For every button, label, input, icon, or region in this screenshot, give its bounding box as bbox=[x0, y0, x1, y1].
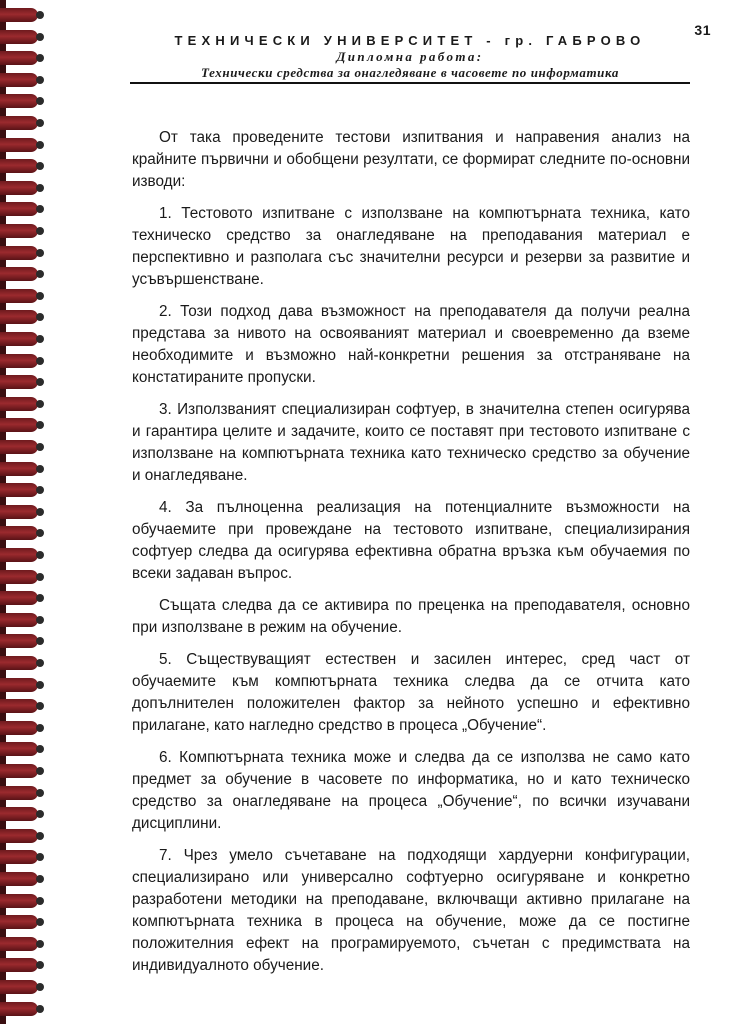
header-rule bbox=[130, 82, 690, 84]
binding-hole bbox=[36, 335, 44, 343]
binding-loop bbox=[0, 8, 38, 22]
binding-hole bbox=[36, 227, 44, 235]
binding-loop bbox=[0, 915, 38, 929]
binding-hole bbox=[36, 853, 44, 861]
binding-hole bbox=[36, 292, 44, 300]
binding-hole bbox=[36, 54, 44, 62]
binding-hole bbox=[36, 551, 44, 559]
conclusion-4: 4. За пълноценна реализация на потенциалните възможности на обучаемите при провеждане на тестовото изпитване, специализирания софтуер следва да осигурява ефективна обратна връзка към обучаемия по всеки задаван въпрос. bbox=[132, 499, 690, 582]
binding-hole bbox=[36, 724, 44, 732]
binding-loop bbox=[0, 267, 38, 281]
binding-loop bbox=[0, 332, 38, 346]
university-name: ТЕХНИЧЕСКИ УНИВЕРСИТЕТ - гр. ГАБРОВО bbox=[174, 33, 646, 48]
binding-loop bbox=[0, 1002, 38, 1016]
binding-loop bbox=[0, 375, 38, 389]
binding-hole bbox=[36, 594, 44, 602]
binding-hole bbox=[36, 918, 44, 926]
binding-loop bbox=[0, 440, 38, 454]
binding-loop bbox=[0, 289, 38, 303]
spiral-binding bbox=[0, 0, 48, 1024]
binding-loop bbox=[0, 742, 38, 756]
binding-hole bbox=[36, 249, 44, 257]
binding-loop bbox=[0, 894, 38, 908]
binding-hole bbox=[36, 508, 44, 516]
binding-loop bbox=[0, 613, 38, 627]
binding-hole bbox=[36, 745, 44, 753]
binding-hole bbox=[36, 789, 44, 797]
binding-loop bbox=[0, 483, 38, 497]
binding-loop bbox=[0, 764, 38, 778]
intro-paragraph: От така проведените тестови изпитвания и направения анализ на крайните първични и обобщени резултати, се формират следните по-основни изводи: bbox=[132, 129, 690, 190]
binding-hole bbox=[36, 573, 44, 581]
binding-hole bbox=[36, 270, 44, 278]
conclusion-6: 6. Компютърната техника може и следва да се използва не само като предмет за обучение в часовете по информатика, но и като техническо средство за онагледяване на процеса „Обучение“, по всички изучавани дисциплини. bbox=[132, 749, 690, 832]
binding-hole bbox=[36, 162, 44, 170]
binding-hole bbox=[36, 11, 44, 19]
binding-loop bbox=[0, 526, 38, 540]
binding-loop bbox=[0, 807, 38, 821]
binding-hole bbox=[36, 313, 44, 321]
binding-loop bbox=[0, 591, 38, 605]
conclusion-5: 5. Съществуващият естествен и засилен интерес, сред част от обучаемите към компютърната техника следва да се отчита като допълнителен положителен фактор за нейното успешно и ефективно прилагане, като нагледно средство в процеса „Обучение“. bbox=[132, 651, 690, 734]
binding-loop bbox=[0, 138, 38, 152]
binding-loop bbox=[0, 505, 38, 519]
conclusion-1: 1. Тестовото изпитване с използване на компютърната техника, като техническо средство за онагледяване на преподавания материал е перспективно и разполага със значителни ресурси и резерви за развитие и усъвършенстване. bbox=[132, 205, 690, 288]
binding-hole bbox=[36, 983, 44, 991]
binding-hole bbox=[36, 97, 44, 105]
binding-hole bbox=[36, 832, 44, 840]
binding-hole bbox=[36, 659, 44, 667]
binding-loop bbox=[0, 224, 38, 238]
binding-hole bbox=[36, 486, 44, 494]
binding-hole bbox=[36, 681, 44, 689]
page-number: 31 bbox=[694, 22, 711, 38]
binding-hole bbox=[36, 205, 44, 213]
binding-hole bbox=[36, 141, 44, 149]
binding-loop bbox=[0, 73, 38, 87]
binding-hole bbox=[36, 961, 44, 969]
document-type: Дипломна работа: bbox=[336, 49, 484, 64]
binding-hole bbox=[36, 897, 44, 905]
binding-loop bbox=[0, 937, 38, 951]
binding-hole bbox=[36, 940, 44, 948]
binding-loop bbox=[0, 721, 38, 735]
binding-loop bbox=[0, 116, 38, 130]
binding-hole bbox=[36, 184, 44, 192]
binding-loop bbox=[0, 548, 38, 562]
binding-loop bbox=[0, 786, 38, 800]
binding-loop bbox=[0, 872, 38, 886]
binding-hole bbox=[36, 33, 44, 41]
binding-loop bbox=[0, 310, 38, 324]
binding-hole bbox=[36, 810, 44, 818]
binding-hole bbox=[36, 76, 44, 84]
binding-loop bbox=[0, 980, 38, 994]
binding-hole bbox=[36, 529, 44, 537]
binding-loop bbox=[0, 958, 38, 972]
binding-hole bbox=[36, 357, 44, 365]
thesis-title: Технически средства за онагледяване в часовете по информатика bbox=[201, 65, 619, 80]
binding-hole bbox=[36, 119, 44, 127]
binding-loop bbox=[0, 634, 38, 648]
binding-hole bbox=[36, 637, 44, 645]
binding-hole bbox=[36, 421, 44, 429]
binding-loop bbox=[0, 94, 38, 108]
conclusion-7: 7. Чрез умело съчетаване на подходящи хардуерни конфигурации, специализирано или универсално софтуерно осигуряване и конкретно разработени методики на преподаване, включващи активно прилагане на компютърната техника в процеса на обучение, може да се постигне положителния ефект на програмируемото, съчетан с предимствата на индивидуалното обучение. bbox=[132, 847, 690, 974]
binding-loop bbox=[0, 656, 38, 670]
binding-loop bbox=[0, 181, 38, 195]
binding-hole bbox=[36, 875, 44, 883]
binding-loop bbox=[0, 699, 38, 713]
conclusion-4-note: Същата следва да се активира по преценка на преподавателя, основно при използване в режим на обучение. bbox=[132, 597, 690, 636]
binding-hole bbox=[36, 767, 44, 775]
binding-loop bbox=[0, 246, 38, 260]
binding-loop bbox=[0, 397, 38, 411]
binding-hole bbox=[36, 400, 44, 408]
binding-hole bbox=[36, 443, 44, 451]
page-body bbox=[132, 127, 690, 987]
binding-loop bbox=[0, 354, 38, 368]
binding-loop bbox=[0, 51, 38, 65]
binding-hole bbox=[36, 1005, 44, 1013]
binding-loop bbox=[0, 418, 38, 432]
binding-hole bbox=[36, 378, 44, 386]
binding-loop bbox=[0, 850, 38, 864]
binding-hole bbox=[36, 702, 44, 710]
binding-loop bbox=[0, 570, 38, 584]
binding-hole bbox=[36, 465, 44, 473]
binding-loop bbox=[0, 678, 38, 692]
conclusion-2: 2. Този подход дава възможност на преподавателя да получи реална представа за нивото на освояваният материал и своевременно да вземе необходимите и възможно най-конкретни решения за отстраняване на констатираните пропуски. bbox=[132, 303, 690, 386]
binding-loop bbox=[0, 159, 38, 173]
binding-hole bbox=[36, 616, 44, 624]
binding-loop bbox=[0, 30, 38, 44]
page-header bbox=[130, 33, 690, 84]
binding-loop bbox=[0, 202, 38, 216]
binding-loop bbox=[0, 462, 38, 476]
conclusion-3: 3. Използваният специализиран софтуер, в значителна степен осигурява и гарантира целите и задачите, които се поставят при тестовото изпитване с използване на компютърната техника като техническо средство за обучение и онагледяване. bbox=[132, 401, 690, 484]
binding-loop bbox=[0, 829, 38, 843]
